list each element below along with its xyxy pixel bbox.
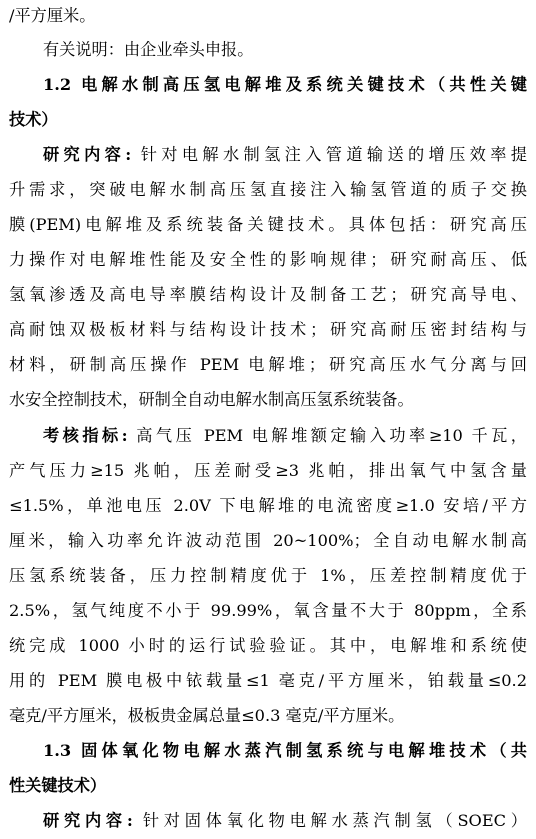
line-text: 厘米，输入功率允许波动范围 20~100%；全自动电解水制高: [9, 531, 527, 550]
paragraph-line: [9, 461, 527, 481]
line-text: 膜(PEM)电解堆及系统装备关键技术。具体包括：研究高压: [9, 215, 527, 234]
line-text: 高耐蚀双极板材料与结构设计技术；研究高耐压密封结构与: [9, 320, 527, 339]
line-text: 2.5%，氢气纯度不小于 99.99%，氧含量不大于 80ppm，全系: [9, 601, 527, 620]
line-text: 升需求，突破电解水制高压氢直接注入输氢管道的质子交换: [9, 180, 527, 199]
paragraph-line: [9, 566, 527, 586]
paragraph-line: [9, 355, 527, 375]
line-text: 氢氧渗透及高电导率膜结构设计及制备工艺；研究高导电、: [9, 285, 527, 304]
research-content-label: 研究内容:: [43, 145, 132, 164]
paragraph-line: [9, 180, 527, 200]
paragraph-line: [43, 145, 527, 165]
line-text: 用的 PEM 膜电极中铱载量≤1 毫克/平方厘米，铂载量≤0.2: [9, 671, 527, 690]
section-heading-1-2: [43, 75, 527, 95]
paragraph-line: [9, 496, 527, 516]
paragraph-line: [9, 706, 404, 726]
paragraph-line: [9, 636, 527, 656]
continued-line: [9, 6, 95, 26]
section-heading-1-2-cont: [9, 110, 58, 130]
paragraph-line: [9, 671, 527, 691]
paragraph-line: [9, 390, 414, 410]
line-text: 压氢系统装备，压力控制精度优于 1%，压差控制精度优于: [9, 566, 527, 585]
paragraph-line: [9, 320, 527, 340]
line-text: 毫克/平方厘米，极板贵金属总量≤0.3 毫克/平方厘米。: [9, 706, 405, 725]
heading-text: 性关键技术）: [9, 776, 107, 795]
paragraph-line: [9, 601, 527, 621]
paragraph-line: [43, 811, 527, 831]
research-content-label: 研究内容:: [43, 811, 133, 830]
paragraph-line: [9, 531, 527, 551]
paragraph-line: [9, 250, 527, 270]
line-text: 产气压力≥15 兆帕，压差耐受≥3 兆帕，排出氧气中氢含量: [9, 461, 527, 480]
note-line: [43, 40, 253, 60]
line-text: 材料，研制高压操作 PEM 电解堆；研究高压水气分离与回: [9, 355, 527, 374]
paragraph-line: [9, 285, 527, 305]
section-heading-1-3-cont: [9, 776, 106, 796]
section-heading-1-3: [43, 741, 527, 761]
line-text: 高气压 PEM 电解堆额定输入功率≥10 千瓦，: [127, 426, 527, 445]
line-text: 针对电解水制氢注入管道输送的增压效率提: [131, 145, 527, 164]
paragraph-line: [43, 426, 527, 446]
paragraph-line: [9, 215, 527, 235]
line-text: 水安全控制技术，研制全自动电解水制高压氢系统装备。: [9, 390, 414, 409]
heading-text: 1.2 电解水制高压氢电解堆及系统关键技术（共性关键: [43, 75, 527, 94]
line-text: 有关说明：由企业牵头申报。: [43, 40, 254, 59]
assessment-indicator-label: 考核指标:: [43, 426, 128, 445]
line-text: ≤1.5%，单池电压 2.0V 下电解堆的电流密度≥1.0 安培/平方: [9, 496, 527, 515]
heading-text: 1.3 固体氧化物电解水蒸汽制氢系统与电解堆技术（共: [43, 741, 527, 760]
line-text: 针对固体氧化物电解水蒸汽制氢（SOEC）: [132, 811, 527, 830]
line-text: 统完成 1000 小时的运行试验验证。其中，电解堆和系统使: [9, 636, 527, 655]
line-text: 力操作对电解堆性能及安全性的影响规律；研究耐高压、低: [9, 250, 527, 269]
line-text: /平方厘米。: [9, 6, 96, 25]
heading-text: 技术）: [9, 110, 58, 129]
